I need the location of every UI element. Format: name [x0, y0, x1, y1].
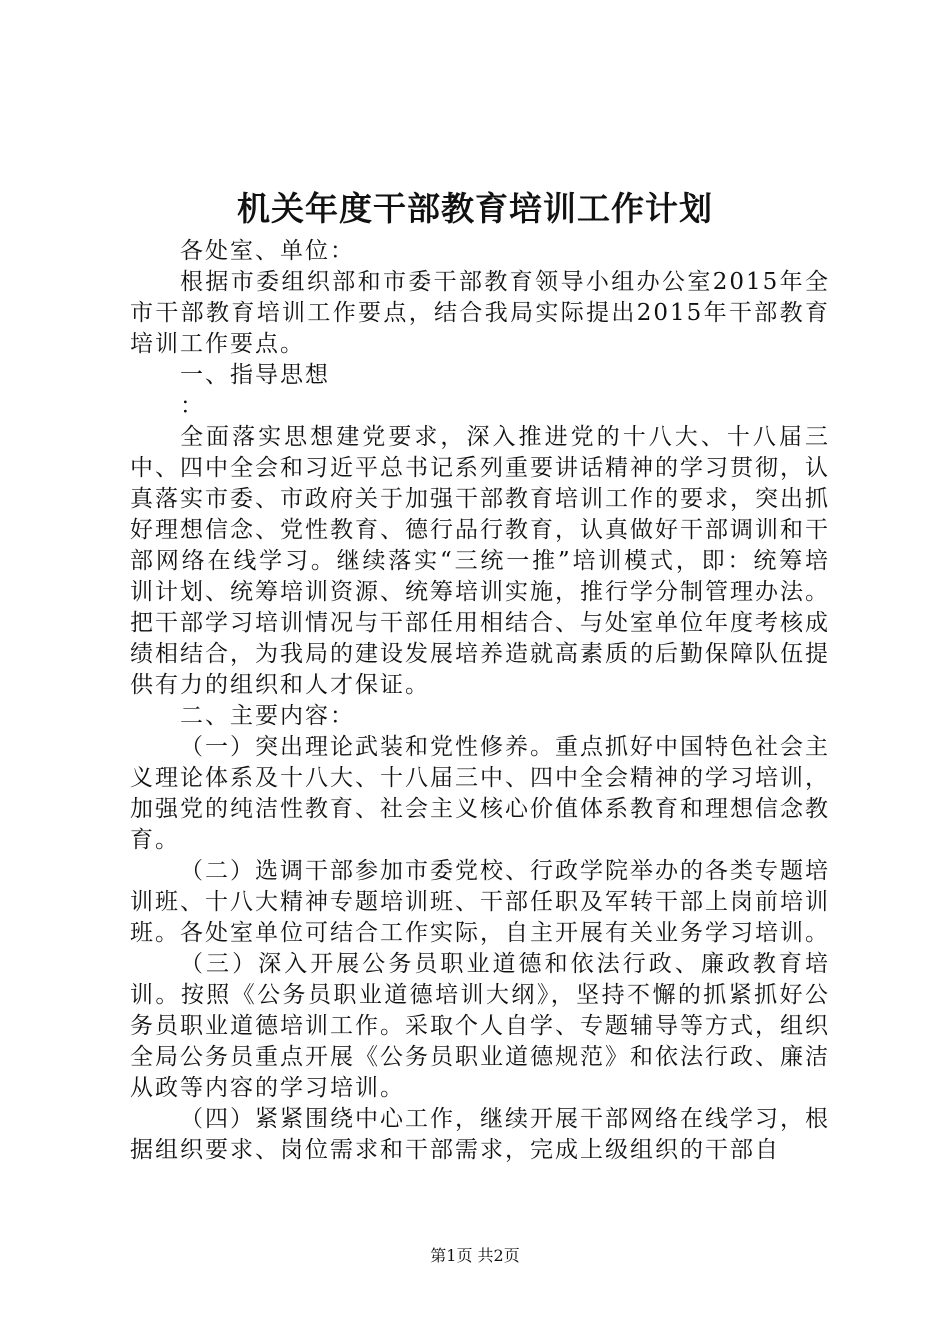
- document-title: 机关年度干部教育培训工作计划: [237, 189, 713, 228]
- content-item-3: （三）深入开展公务员职业道德和依法行政、廉政教育培训。按照《公务员职业道德培训大纲》，坚持不懈的抓紧抓好公务员职业道德培训工作。采取个人自学、专题辅导等方式，组织全局公务员重点开展《公务员职业道德规范》和依法行政、廉洁从政等内容的学习培训。: [130, 951, 830, 1101]
- content-item-1: （一）突出理论武装和党性修养。重点抓好中国特色社会主义理论体系及十八大、十八届三中、四中全会精神的学习培训，加强党的纯洁性教育、社会主义核心价值体系教育和理想信念教育。: [130, 734, 830, 853]
- stray-colon-line: ：: [180, 393, 205, 419]
- document-body: [130, 236, 830, 1166]
- section-heading-guiding-ideology: 一、指导思想: [180, 362, 330, 388]
- intro-paragraph: 根据市委组织部和市委干部教育领导小组办公室2015年全市干部教育培训工作要点，结合我局实际提出2015年干部教育培训工作要点。: [130, 269, 830, 357]
- page-number-footer: 第1页 共2页: [430, 1246, 520, 1265]
- guiding-ideology-paragraph: 全面落实思想建党要求，深入推进党的十八大、十八届三中、四中全会和习近平总书记系列重要讲话精神的学习贯彻，认真落实市委、市政府关于加强干部教育培训工作的要求，突出抓好理想信念、党性教育、德行品行教育，认真做好干部调训和干部网络在线学习。继续落实“三统一推”培训模式，即：统筹培训计划、统筹培训资源、统筹培训实施，推行学分制管理办法。把干部学习培训情况与干部任用相结合、与处室单位年度考核成绩相结合，为我局的建设发展培养造就高素质的后勤保障队伍提供有力的组织和人才保证。: [130, 424, 830, 698]
- section-heading-main-content: 二、主要内容：: [180, 703, 355, 729]
- content-item-4: （四）紧紧围绕中心工作，继续开展干部网络在线学习，根据组织要求、岗位需求和干部需求，完成上级组织的干部自: [130, 1106, 830, 1163]
- content-item-2: （二）选调干部参加市委党校、行政学院举办的各类专题培训班、十八大精神专题培训班、干部任职及军转干部上岗前培训班。各处室单位可结合工作实际，自主开展有关业务学习培训。: [130, 858, 830, 946]
- salutation-paragraph: 各处室、单位：: [180, 238, 355, 264]
